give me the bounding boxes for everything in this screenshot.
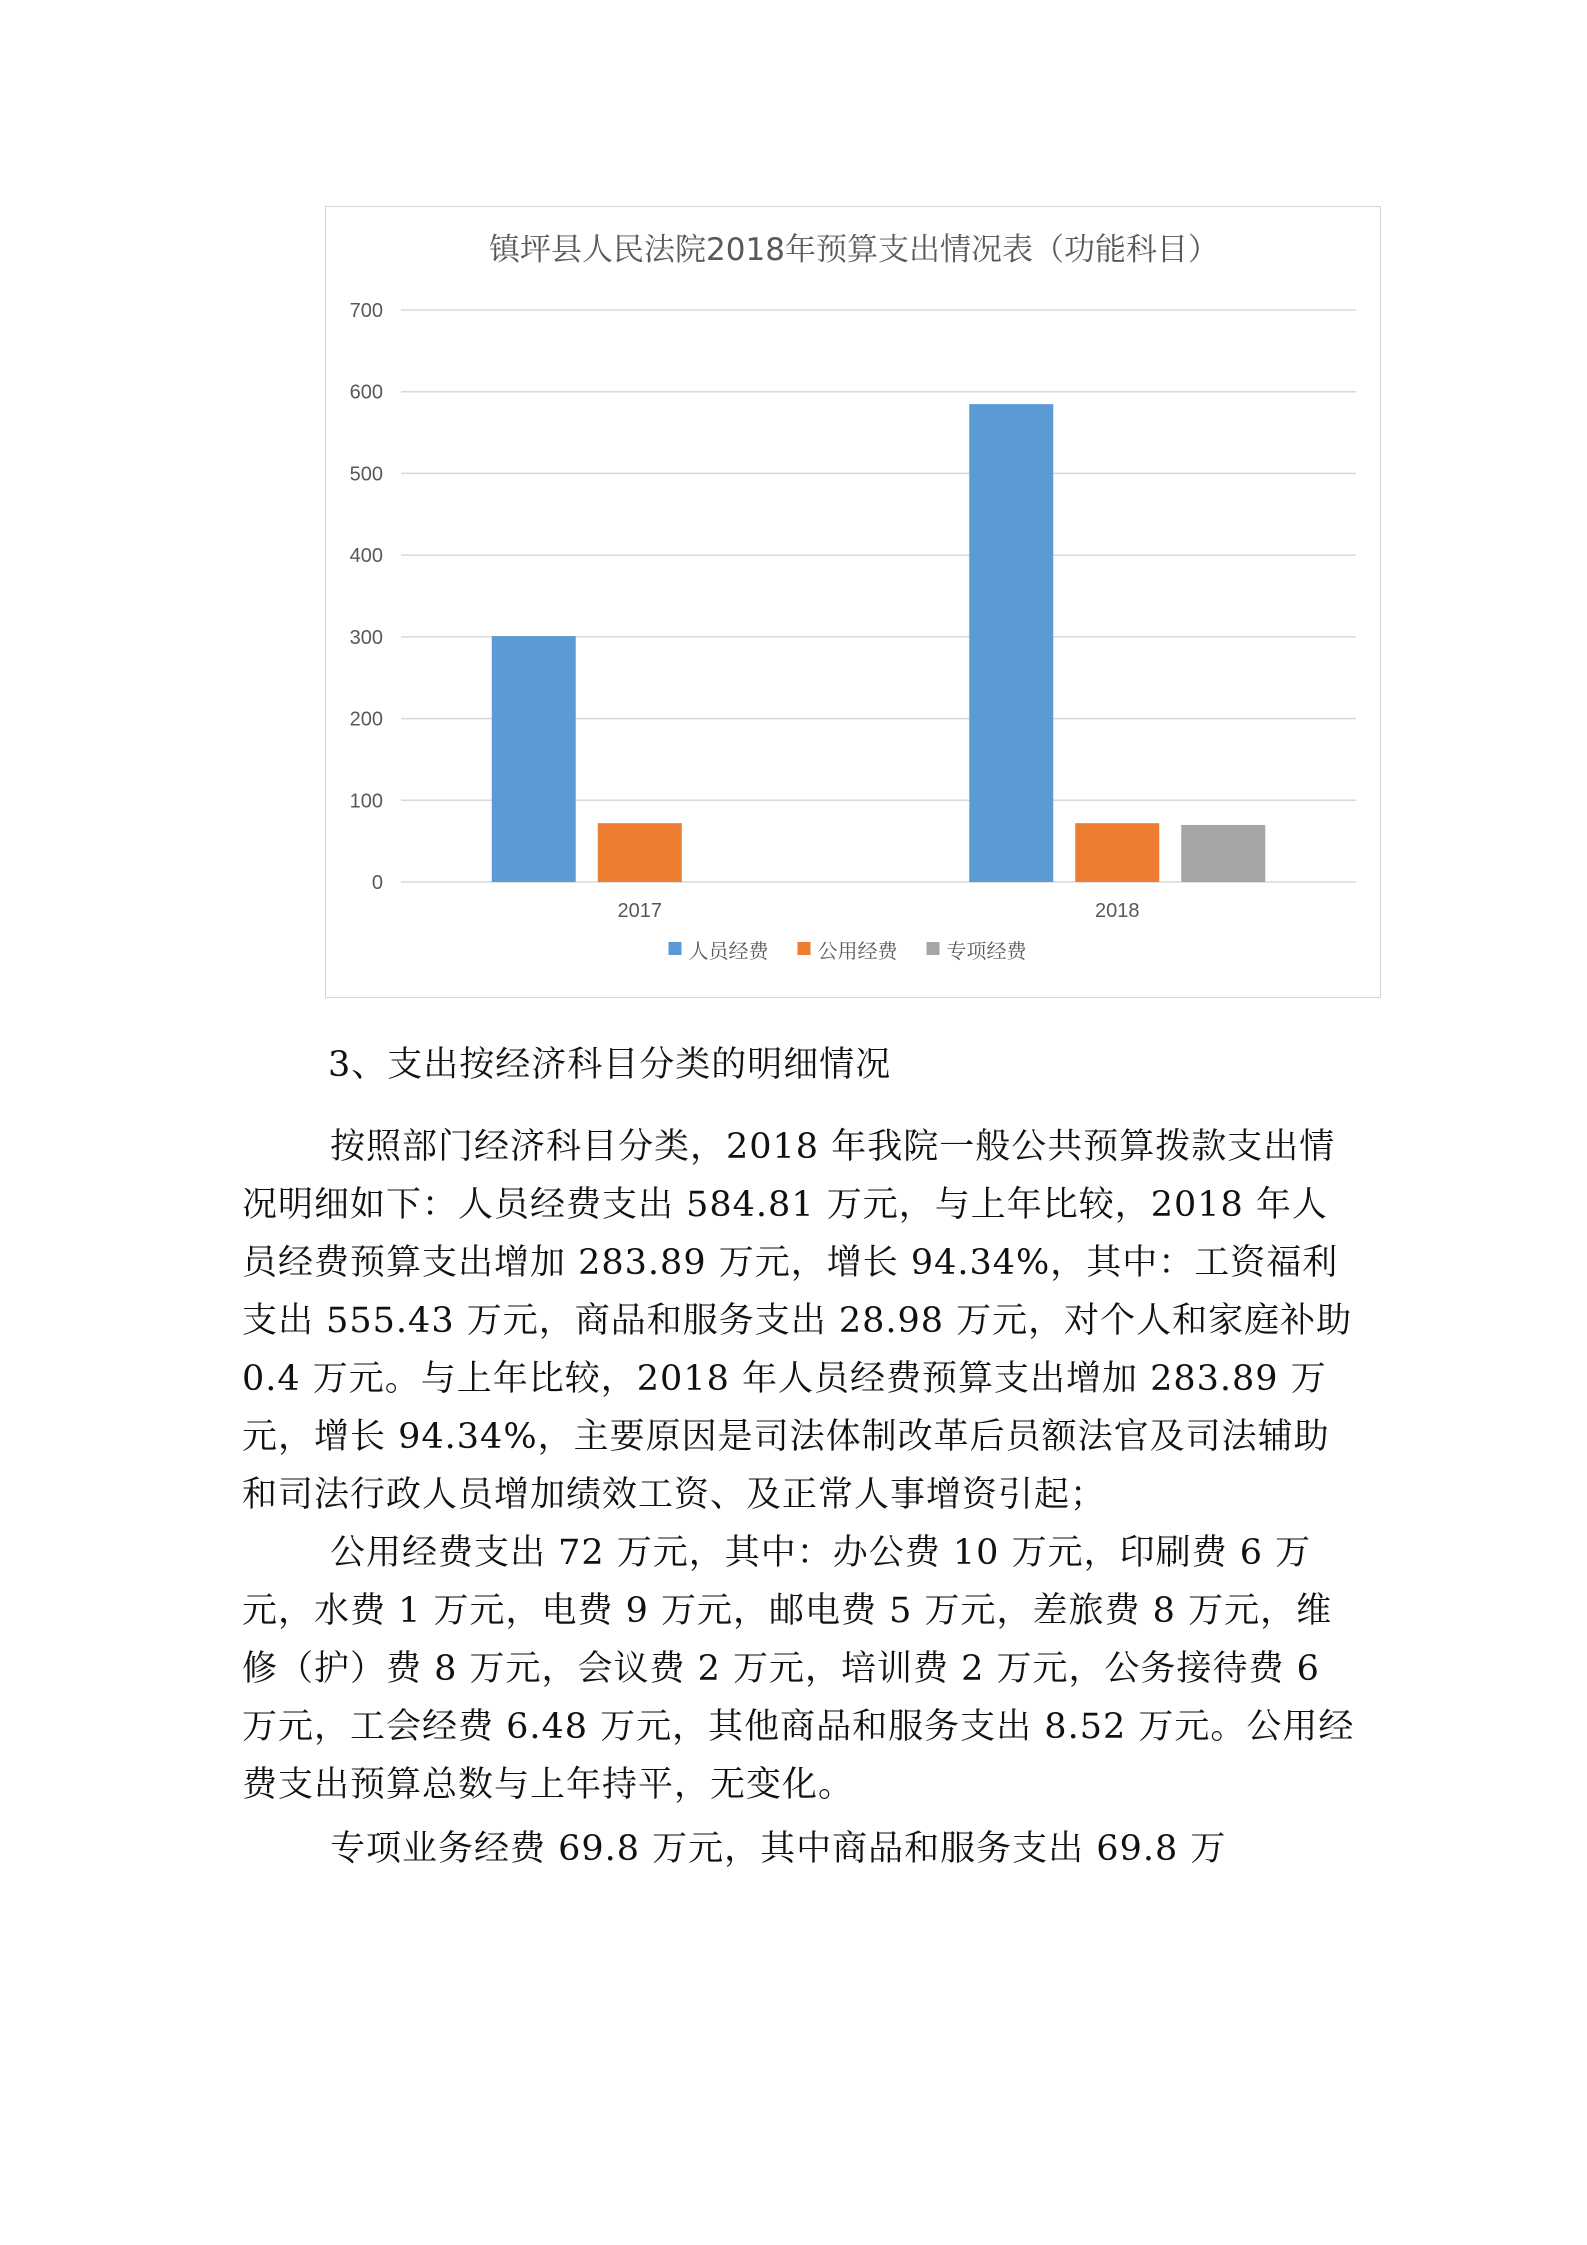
legend-swatch: [927, 942, 940, 955]
y-tick-label: 400: [349, 545, 383, 568]
y-tick-label: 500: [349, 463, 383, 486]
y-tick-label: 300: [349, 626, 383, 649]
y-tick-label: 700: [349, 300, 383, 322]
bar-2018-2: [1075, 823, 1159, 882]
y-tick-label: 200: [349, 708, 383, 731]
x-category-label: 2018: [1095, 900, 1140, 922]
legend-label: 专项经费: [946, 939, 1027, 963]
legend: [669, 939, 1028, 963]
legend-label: 公用经费: [817, 939, 898, 963]
y-tick-label: 600: [349, 381, 383, 404]
budget-bar-chart: [325, 206, 1381, 998]
chart-canvas: [326, 207, 1382, 999]
y-tick-label: 100: [349, 790, 383, 813]
paragraph-personnel: 按照部门经济科目分类，2018 年我院一般公共预算拨款支出情况明细如下：人员经费支出 584.81 万元，与上年比较，2018 年人员经费预算支出增加 283.89 万元，增长 94.34%，其中：工资福利支出 555.43 万元，商品和服务支出 28.98 万元，对个人和家庭补助 0.4 万元。与上年比较，2018 年人员经费预算支出增加 283.89 万元，增长 94.34%，主要原因是司法体制改革后员额法官及司法辅助和司法行政人员增加绩效工资、及正常人事增资引起；: [242, 1127, 1353, 1515]
y-axis-ticks: [350, 300, 383, 894]
section-heading: 3、支出按经济科目分类的明细情况: [328, 1045, 892, 1085]
body-text: [242, 1118, 1362, 1878]
bar-2018-3: [1181, 825, 1265, 882]
bar-2018-1: [969, 404, 1053, 882]
bar-2017-1: [492, 636, 576, 882]
x-axis-categories: [618, 900, 1140, 922]
x-category-label: 2017: [617, 900, 662, 922]
bars: [492, 404, 1266, 882]
legend-swatch: [669, 942, 682, 955]
paragraph-public: 公用经费支出 72 万元，其中：办公费 10 万元，印刷费 6 万元，水费 1 万元，电费 9 万元，邮电费 5 万元，差旅费 8 万元，维修（护）费 8 万元，会议费 2 万元，培训费 2 万元，公务接待费 6 万元，工会经费 6.48 万元，其他商品和服务支出 8.52 万元。公用经费支出预算总数与上年持平，无变化。: [242, 1533, 1355, 1805]
legend-label: 人员经费: [688, 939, 769, 963]
paragraph-special: 专项业务经费 69.8 万元，其中商品和服务支出 69.8 万: [330, 1829, 1227, 1869]
chart-title: 镇坪县人民法院2018年预算支出情况表（功能科目）: [489, 232, 1219, 268]
legend-swatch: [798, 942, 811, 955]
bar-2017-2: [598, 823, 682, 882]
y-tick-label: 0: [371, 872, 383, 894]
